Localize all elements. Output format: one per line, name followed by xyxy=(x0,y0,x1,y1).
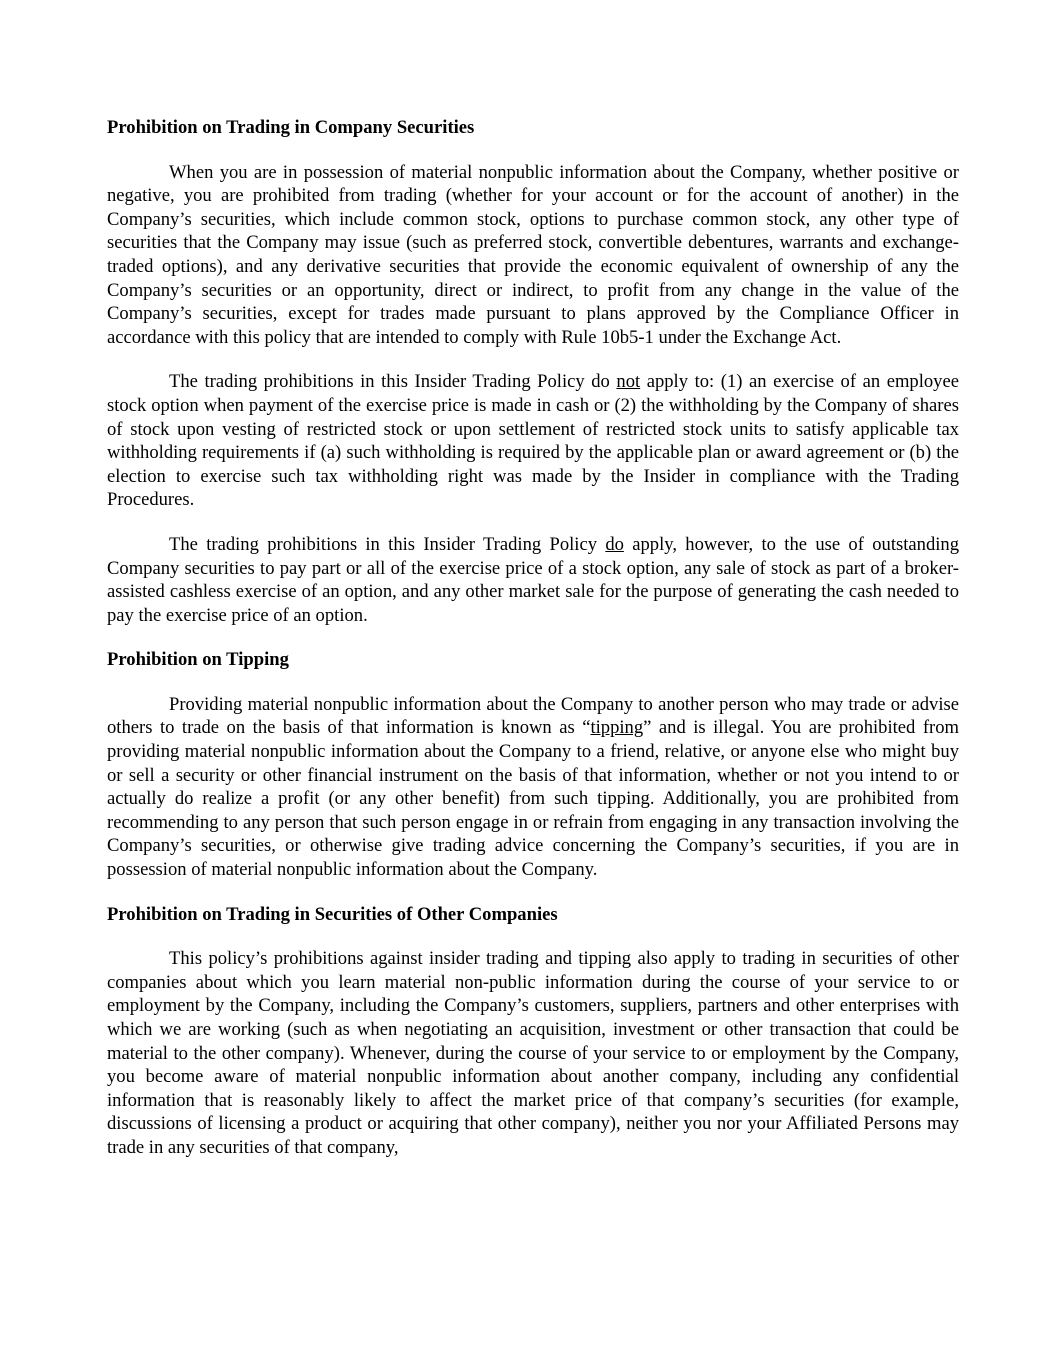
paragraph-text-segment: The trading prohibitions in this Insider Trading Policy xyxy=(169,533,606,555)
underlined-word-tipping: tipping xyxy=(590,717,644,739)
paragraph-text-segment: Providing material nonpublic information about the Company to another person who may trade or advise others to trade on the basis of that information is known as “ xyxy=(107,693,959,739)
paragraph-text-segment: ” and is illegal. You are prohibited from providing material nonpublic information about the Company to a friend, relative, or anyone else who might buy or sell a security or other financial instrument on the basis of that information, whether or not you intend to or actually do realize a profit (or any other benefit) from such tipping. Additionally, you are prohibited from recommending to any person that such person engage in or refrain from engaging in any transaction involving the Company’s securities, or otherwise give trading advice concerning the Company’s securities, if you are in possession of material nonpublic information about the Company. xyxy=(107,717,959,881)
paragraph-tipping xyxy=(107,693,959,882)
paragraph-text-segment: The trading prohibitions in this Insider Trading Policy do xyxy=(169,371,617,393)
paragraph-possession-prohibition: When you are in possession of material nonpublic information about the Company, whether positive or negative, you are prohibited from trading (whether for your account or for the account of another) in the Company’s securities, which include common stock, options to purchase common stock, any other type of securities that the Company may issue (such as preferred stock, convertible debentures, warrants and exchange-traded options), and any derivative securities that provide the economic equivalent of ownership of any the Company’s securities or an opportunity, direct or indirect, to profit from any change in the value of the Company’s securities, except for trades made pursuant to plans approved by the Compliance Officer in accordance with this policy that are intended to comply with Rule 10b5-1 under the Exchange Act. xyxy=(107,161,959,348)
underlined-word-not: not xyxy=(616,371,641,393)
paragraph-other-companies: This policy’s prohibitions against insider trading and tipping also apply to trading in securities of other companies about which you learn material non-public information during the course of your service to or employment by the Company, including the Company’s customers, suppliers, partners and other enterprises with which we are working (such as when negotiating an acquisition, investment or other transaction that could be material to the other company). Whenever, during the course of your service to or employment by the Company, you become aware of material nonpublic information about another company, including any confidential information that is reasonably likely to affect the market price of that company’s securities (for example, discussions of licensing a product or acquiring that other company), neither you nor your Affiliated Persons may trade in any securities of that company, xyxy=(107,948,959,1158)
document-page xyxy=(107,116,959,1160)
paragraph-text-segment: apply to: (1) an exercise of an employee stock option when payment of the exercise price is made in cash or (2) the withholding by the Company of shares of stock upon vesting of restricted stock or upon settlement of restricted stock units to satisfy applicable tax withholding requirements if (a) such withholding is required by the applicable plan or award agreement or (b) the election to exercise such tax withholding right was made by the Insider in compliance with the Trading Procedures. xyxy=(107,371,959,511)
paragraph-text-segment: apply, however, to the use of outstanding Company securities to pay part or all of the exercise price of a stock option, any sale of stock as part of a broker-assisted cashless exercise of an option, and any other market sale for the purpose of generating the cash needed to pay the exercise price of an option. xyxy=(107,533,959,626)
paragraph-prohibitions-do-apply xyxy=(107,533,959,627)
section-heading-trading-company-securities: Prohibition on Trading in Company Securities xyxy=(107,117,475,138)
section-heading-tipping: Prohibition on Tipping xyxy=(107,649,289,671)
paragraph-prohibitions-not-apply xyxy=(107,370,959,512)
underlined-word-do: do xyxy=(605,533,624,555)
section-heading-other-companies: Prohibition on Trading in Securities of Other Companies xyxy=(107,903,558,925)
